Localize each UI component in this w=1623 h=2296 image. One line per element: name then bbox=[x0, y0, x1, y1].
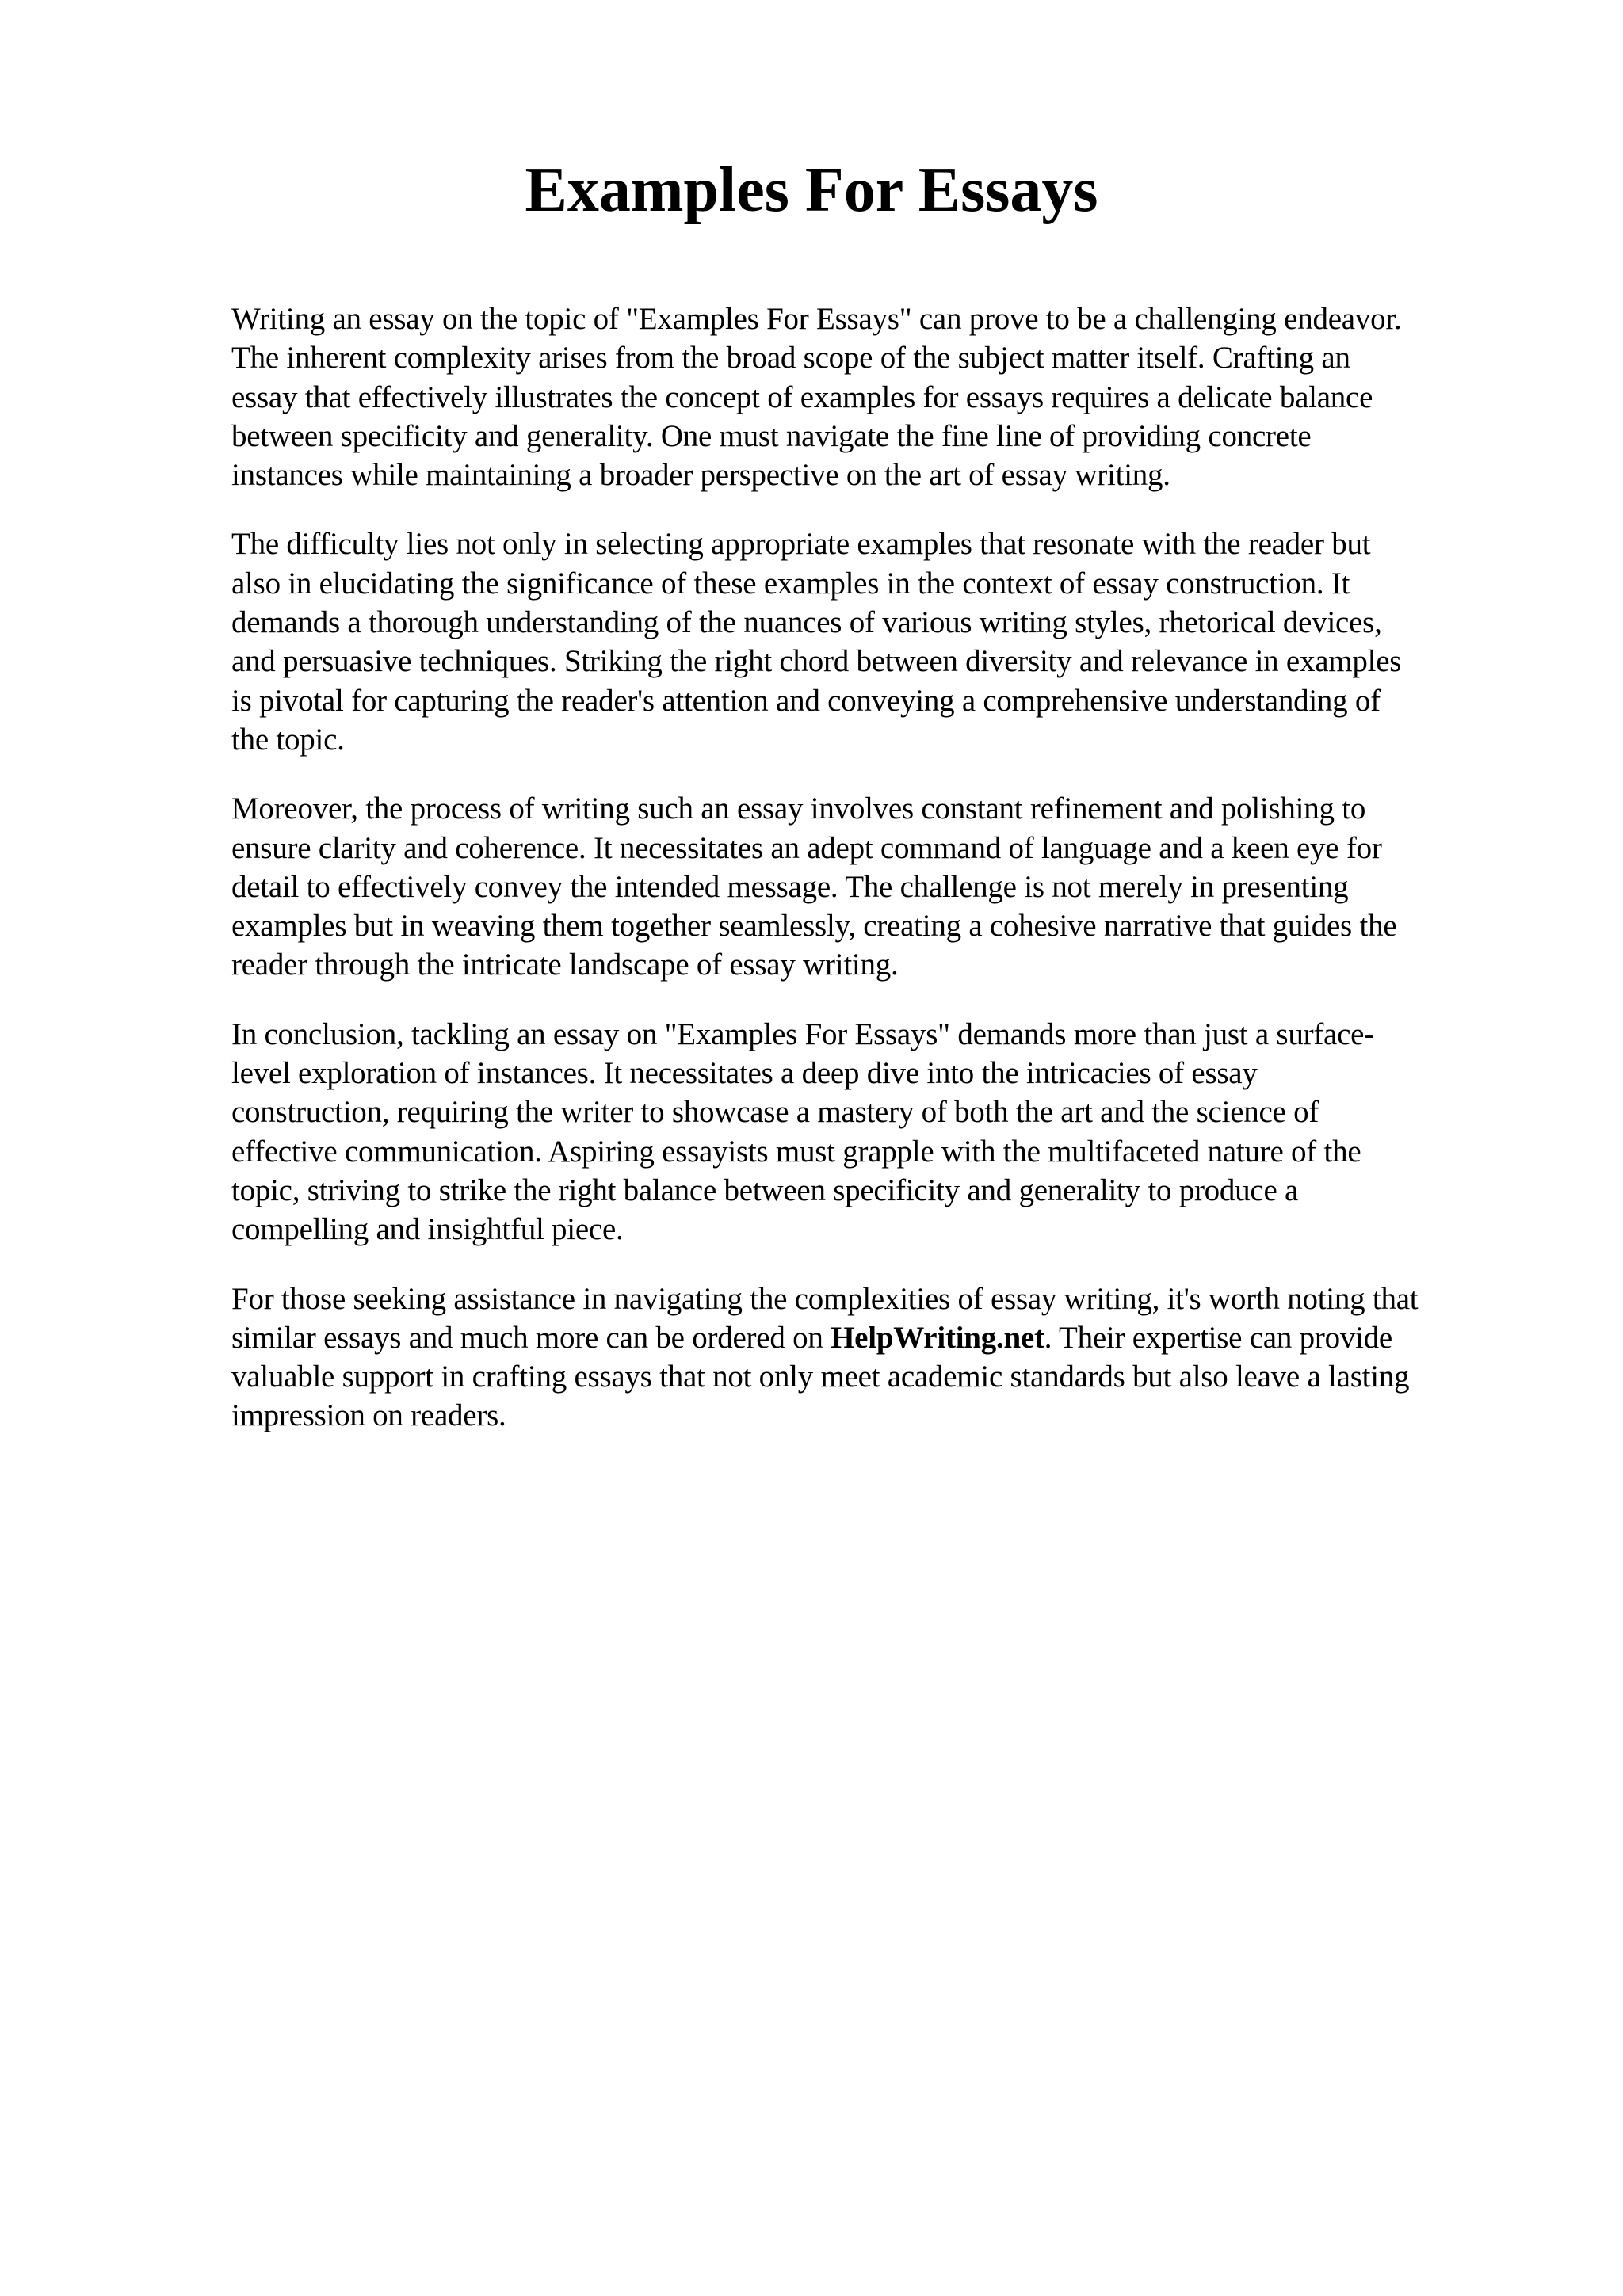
text-line: construction, requiring the writer to showcase a mastery of both the art and the science of bbox=[231, 1095, 1319, 1130]
text-line: level exploration of instances. It necessitates a deep dive into the intricacies of essay bbox=[231, 1056, 1258, 1091]
text-line: and persuasive techniques. Striking the right chord between diversity and relevance in examples bbox=[231, 644, 1402, 679]
paragraph-4 bbox=[231, 1015, 1531, 1249]
text-segment: . Their expertise can provide bbox=[1044, 1320, 1392, 1355]
text-line: The difficulty lies not only in selecting appropriate examples that resonate with the reader but bbox=[231, 527, 1371, 562]
text-line: The inherent complexity arises from the broad scope of the subject matter itself. Crafting an bbox=[231, 341, 1350, 376]
text-line: topic, striving to strike the right balance between specificity and generality to produce a bbox=[231, 1173, 1299, 1207]
essay-body bbox=[231, 299, 1531, 1466]
text-line: impression on readers. bbox=[231, 1398, 506, 1433]
text-line: Writing an essay on the topic of "Examples For Essays" can prove to be a challenging endeavor. bbox=[231, 302, 1402, 336]
text-line: Moreover, the process of writing such an essay involves constant refinement and polishing to bbox=[231, 791, 1366, 826]
text-line: compelling and insightful piece. bbox=[231, 1212, 624, 1247]
paragraph-1 bbox=[231, 299, 1531, 494]
text-line: demands a thorough understanding of the nuances of various writing styles, rhetorical devices, bbox=[231, 605, 1382, 640]
text-line: detail to effectively convey the intended message. The challenge is not merely in presenting bbox=[231, 869, 1349, 904]
text-line bbox=[231, 1318, 1531, 1357]
paragraph-2 bbox=[231, 524, 1531, 759]
text-line: the topic. bbox=[231, 722, 345, 757]
text-line: also in elucidating the significance of these examples in the context of essay construction. It bbox=[231, 566, 1350, 601]
text-line: is pivotal for capturing the reader's attention and conveying a comprehensive understanding of bbox=[231, 683, 1381, 718]
text-line: examples but in weaving them together seamlessly, creating a cohesive narrative that guides the bbox=[231, 909, 1397, 944]
page-title: Examples For Essays bbox=[525, 155, 1098, 225]
text-line: effective communication. Aspiring essayists must grapple with the multifaceted nature of the bbox=[231, 1134, 1361, 1169]
text-line: In conclusion, tackling an essay on "Examples For Essays" demands more than just a surface- bbox=[231, 1016, 1374, 1051]
text-line: ensure clarity and coherence. It necessitates an adept command of language and a keen eye for bbox=[231, 830, 1382, 865]
paragraph-3 bbox=[231, 789, 1531, 984]
helpwriting-link[interactable]: HelpWriting.net bbox=[831, 1320, 1044, 1355]
text-line: between specificity and generality. One must navigate the fine line of providing concrete bbox=[231, 418, 1312, 453]
paragraph-5 bbox=[231, 1280, 1531, 1436]
text-line: For those seeking assistance in navigating the complexities of essay writing, it's worth noting that bbox=[231, 1281, 1419, 1316]
text-line: valuable support in crafting essays that not only meet academic standards but also leave a lasting bbox=[231, 1360, 1410, 1394]
text-line: reader through the intricate landscape of essay writing. bbox=[231, 948, 899, 982]
text-segment: similar essays and much more can be ordered on bbox=[231, 1320, 831, 1355]
text-line: essay that effectively illustrates the concept of examples for essays requires a delicate balance bbox=[231, 379, 1373, 414]
text-line: instances while maintaining a broader perspective on the art of essay writing. bbox=[231, 458, 1170, 493]
